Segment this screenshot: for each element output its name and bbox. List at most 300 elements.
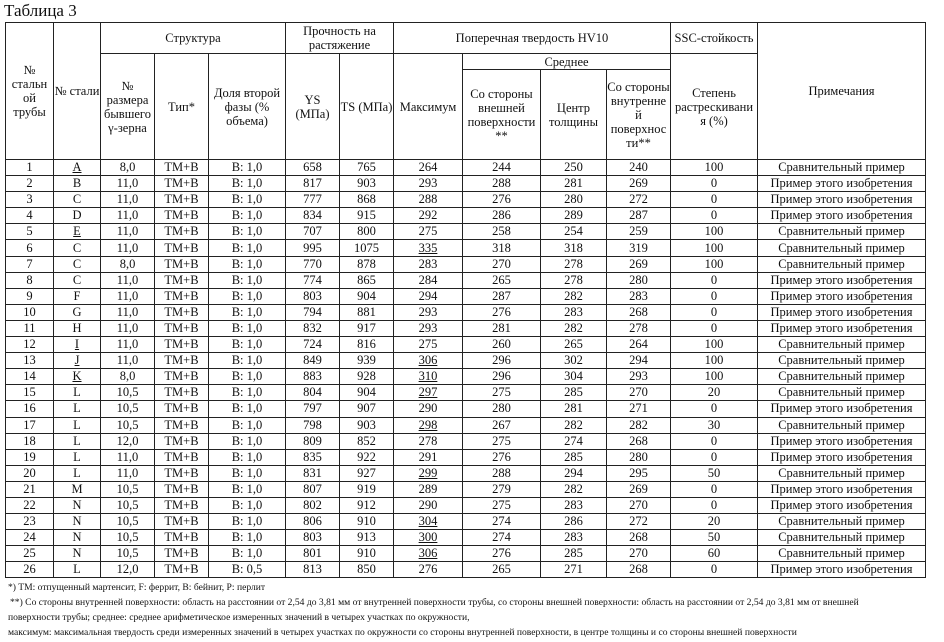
cell-grain-size: 10,5 <box>101 401 155 417</box>
cell-outer: 286 <box>463 208 541 224</box>
cell-pipe-no: 4 <box>6 208 54 224</box>
table-row <box>6 304 926 320</box>
cell-steel-no: L <box>54 449 101 465</box>
cell-ys: 883 <box>286 369 340 385</box>
cell-grain-size: 8,0 <box>101 160 155 176</box>
table-row <box>6 497 926 513</box>
cell-maximum: 283 <box>394 256 463 272</box>
cell-crack-ratio: 50 <box>671 465 758 481</box>
cell-crack-ratio: 0 <box>671 497 758 513</box>
table-row <box>6 562 926 578</box>
cell-ys: 770 <box>286 256 340 272</box>
cell-note: Пример этого изобретения <box>758 497 926 513</box>
cell-center: 294 <box>541 465 607 481</box>
cell-ts: 765 <box>340 160 394 176</box>
cell-ts: 927 <box>340 465 394 481</box>
cell-maximum: 306 <box>394 353 463 369</box>
cell-crack-ratio: 30 <box>671 417 758 433</box>
cell-pipe-no: 7 <box>6 256 54 272</box>
header-structure: Структура <box>101 23 286 54</box>
cell-outer: 281 <box>463 320 541 336</box>
cell-type: TM+B <box>155 530 209 546</box>
cell-grain-size: 10,5 <box>101 417 155 433</box>
table-title: Таблица 3 <box>4 1 77 20</box>
cell-center: 302 <box>541 353 607 369</box>
cell-inner: 294 <box>607 353 671 369</box>
cell-outer: 244 <box>463 160 541 176</box>
cell-steel-no: K <box>54 369 101 385</box>
cell-grain-size: 11,0 <box>101 320 155 336</box>
cell-pipe-no: 24 <box>6 530 54 546</box>
cell-type: TM+B <box>155 176 209 192</box>
cell-grain-size: 12,0 <box>101 562 155 578</box>
cell-ys: 849 <box>286 353 340 369</box>
cell-grain-size: 10,5 <box>101 530 155 546</box>
cell-crack-ratio: 0 <box>671 304 758 320</box>
cell-steel-no: N <box>54 514 101 530</box>
cell-outer: 274 <box>463 530 541 546</box>
cell-grain-size: 11,0 <box>101 176 155 192</box>
cell-grain-size: 11,0 <box>101 192 155 208</box>
cell-ys: 834 <box>286 208 340 224</box>
cell-pipe-no: 3 <box>6 192 54 208</box>
cell-second-phase: B: 1,0 <box>209 304 286 320</box>
cell-second-phase: B: 1,0 <box>209 369 286 385</box>
cell-second-phase: B: 1,0 <box>209 160 286 176</box>
cell-type: TM+B <box>155 337 209 353</box>
cell-note: Пример этого изобретения <box>758 562 926 578</box>
cell-maximum: 276 <box>394 562 463 578</box>
cell-pipe-no: 19 <box>6 449 54 465</box>
cell-pipe-no: 15 <box>6 385 54 401</box>
cell-maximum: 293 <box>394 320 463 336</box>
cell-maximum: 335 <box>394 240 463 256</box>
cell-inner: 269 <box>607 176 671 192</box>
cell-note: Сравнительный пример <box>758 546 926 562</box>
cell-ts: 910 <box>340 514 394 530</box>
header-ssc: SSC-стойкость <box>671 23 758 54</box>
cell-note: Сравнительный пример <box>758 256 926 272</box>
cell-ts: 903 <box>340 176 394 192</box>
cell-ts: 915 <box>340 208 394 224</box>
cell-pipe-no: 1 <box>6 160 54 176</box>
table-row <box>6 320 926 336</box>
cell-crack-ratio: 0 <box>671 481 758 497</box>
cell-ys: 724 <box>286 337 340 353</box>
table-row <box>6 208 926 224</box>
cell-pipe-no: 25 <box>6 546 54 562</box>
cell-note: Пример этого изобретения <box>758 304 926 320</box>
cell-center: 282 <box>541 417 607 433</box>
cell-second-phase: B: 1,0 <box>209 433 286 449</box>
cell-ys: 806 <box>286 514 340 530</box>
footnote-4: максимум: максимальная твердость среди измеренных значений в четырех участках по окружности со стороны внутренней поверхности, в центре толщины и со стороны внешней поверхности <box>8 627 797 638</box>
cell-steel-no: C <box>54 192 101 208</box>
cell-note: Пример этого изобретения <box>758 481 926 497</box>
cell-crack-ratio: 0 <box>671 401 758 417</box>
table-row <box>6 514 926 530</box>
cell-maximum: 292 <box>394 208 463 224</box>
cell-crack-ratio: 100 <box>671 160 758 176</box>
table-row <box>6 288 926 304</box>
cell-ys: 798 <box>286 417 340 433</box>
cell-grain-size: 10,5 <box>101 497 155 513</box>
cell-center: 304 <box>541 369 607 385</box>
cell-type: TM+B <box>155 562 209 578</box>
cell-type: TM+B <box>155 272 209 288</box>
table-row <box>6 353 926 369</box>
cell-type: TM+B <box>155 353 209 369</box>
cell-note: Сравнительный пример <box>758 160 926 176</box>
cell-center: 289 <box>541 208 607 224</box>
cell-crack-ratio: 100 <box>671 353 758 369</box>
cell-steel-no: C <box>54 272 101 288</box>
cell-ys: 707 <box>286 224 340 240</box>
cell-type: TM+B <box>155 320 209 336</box>
cell-pipe-no: 22 <box>6 497 54 513</box>
header-maximum: Максимум <box>394 54 463 160</box>
cell-ts: 816 <box>340 337 394 353</box>
cell-second-phase: B: 1,0 <box>209 497 286 513</box>
cell-steel-no: J <box>54 353 101 369</box>
cell-inner: 270 <box>607 497 671 513</box>
cell-ys: 794 <box>286 304 340 320</box>
cell-inner: 280 <box>607 449 671 465</box>
header-inner: Со стороны внутренне й поверхнос ти** <box>607 70 671 160</box>
cell-inner: 270 <box>607 385 671 401</box>
cell-note: Пример этого изобретения <box>758 449 926 465</box>
cell-ts: 1075 <box>340 240 394 256</box>
cell-center: 283 <box>541 497 607 513</box>
cell-ts: 919 <box>340 481 394 497</box>
cell-crack-ratio: 0 <box>671 433 758 449</box>
cell-pipe-no: 16 <box>6 401 54 417</box>
cell-steel-no: N <box>54 530 101 546</box>
cell-note: Сравнительный пример <box>758 224 926 240</box>
cell-type: TM+B <box>155 401 209 417</box>
cell-steel-no: B <box>54 176 101 192</box>
cell-ts: 903 <box>340 417 394 433</box>
cell-ts: 907 <box>340 401 394 417</box>
cell-ys: 803 <box>286 288 340 304</box>
table-row <box>6 224 926 240</box>
cell-steel-no: G <box>54 304 101 320</box>
cell-second-phase: B: 1,0 <box>209 320 286 336</box>
cell-type: TM+B <box>155 256 209 272</box>
cell-note: Пример этого изобретения <box>758 208 926 224</box>
cell-ts: 904 <box>340 385 394 401</box>
cell-crack-ratio: 0 <box>671 288 758 304</box>
cell-maximum: 278 <box>394 433 463 449</box>
cell-inner: 283 <box>607 288 671 304</box>
cell-second-phase: B: 1,0 <box>209 240 286 256</box>
cell-pipe-no: 26 <box>6 562 54 578</box>
cell-grain-size: 10,5 <box>101 546 155 562</box>
header-steel-no: № стали <box>54 23 101 160</box>
cell-outer: 276 <box>463 449 541 465</box>
cell-second-phase: B: 1,0 <box>209 192 286 208</box>
footnote-2: **) Со стороны внутренней поверхности: область на расстоянии от 2,54 до 3,81 мм от внутренней поверхности трубы, со стороны внешней поверхности: область на расстоянии от 2,54 до 3,81 мм от внешней <box>10 597 859 608</box>
cell-outer: 296 <box>463 369 541 385</box>
cell-ts: 913 <box>340 530 394 546</box>
cell-inner: 272 <box>607 192 671 208</box>
cell-ys: 777 <box>286 192 340 208</box>
cell-center: 281 <box>541 176 607 192</box>
cell-grain-size: 11,0 <box>101 465 155 481</box>
cell-center: 278 <box>541 256 607 272</box>
cell-ts: 878 <box>340 256 394 272</box>
cell-note: Сравнительный пример <box>758 417 926 433</box>
cell-type: TM+B <box>155 192 209 208</box>
cell-note: Сравнительный пример <box>758 369 926 385</box>
cell-maximum: 275 <box>394 337 463 353</box>
cell-outer: 276 <box>463 192 541 208</box>
cell-type: TM+B <box>155 433 209 449</box>
cell-ys: 809 <box>286 433 340 449</box>
cell-center: 283 <box>541 530 607 546</box>
cell-center: 271 <box>541 562 607 578</box>
cell-steel-no: L <box>54 401 101 417</box>
cell-crack-ratio: 0 <box>671 320 758 336</box>
table-row <box>6 433 926 449</box>
cell-note: Сравнительный пример <box>758 337 926 353</box>
cell-ts: 912 <box>340 497 394 513</box>
cell-steel-no: C <box>54 240 101 256</box>
cell-grain-size: 11,0 <box>101 449 155 465</box>
cell-second-phase: B: 0,5 <box>209 562 286 578</box>
cell-crack-ratio: 20 <box>671 385 758 401</box>
cell-steel-no: F <box>54 288 101 304</box>
cell-crack-ratio: 0 <box>671 192 758 208</box>
cell-steel-no: D <box>54 208 101 224</box>
cell-inner: 268 <box>607 304 671 320</box>
cell-pipe-no: 20 <box>6 465 54 481</box>
cell-maximum: 304 <box>394 514 463 530</box>
cell-center: 286 <box>541 514 607 530</box>
cell-second-phase: B: 1,0 <box>209 514 286 530</box>
cell-center: 283 <box>541 304 607 320</box>
cell-outer: 288 <box>463 176 541 192</box>
cell-inner: 268 <box>607 433 671 449</box>
cell-outer: 274 <box>463 514 541 530</box>
cell-crack-ratio: 100 <box>671 369 758 385</box>
cell-pipe-no: 9 <box>6 288 54 304</box>
cell-steel-no: N <box>54 497 101 513</box>
cell-pipe-no: 12 <box>6 337 54 353</box>
header-outer: Со стороны внешней поверхности ** <box>463 70 541 160</box>
cell-type: TM+B <box>155 546 209 562</box>
cell-grain-size: 11,0 <box>101 337 155 353</box>
cell-ts: 865 <box>340 272 394 288</box>
cell-pipe-no: 21 <box>6 481 54 497</box>
cell-second-phase: B: 1,0 <box>209 481 286 497</box>
cell-maximum: 275 <box>394 224 463 240</box>
cell-second-phase: B: 1,0 <box>209 546 286 562</box>
cell-second-phase: B: 1,0 <box>209 417 286 433</box>
cell-pipe-no: 8 <box>6 272 54 288</box>
cell-note: Сравнительный пример <box>758 385 926 401</box>
cell-ts: 868 <box>340 192 394 208</box>
cell-crack-ratio: 0 <box>671 176 758 192</box>
cell-crack-ratio: 0 <box>671 208 758 224</box>
cell-note: Пример этого изобретения <box>758 176 926 192</box>
cell-outer: 276 <box>463 304 541 320</box>
cell-ys: 831 <box>286 465 340 481</box>
cell-crack-ratio: 100 <box>671 224 758 240</box>
cell-inner: 293 <box>607 369 671 385</box>
cell-pipe-no: 2 <box>6 176 54 192</box>
cell-maximum: 290 <box>394 401 463 417</box>
cell-type: TM+B <box>155 481 209 497</box>
cell-second-phase: B: 1,0 <box>209 337 286 353</box>
header-center: Центр толщины <box>541 70 607 160</box>
cell-pipe-no: 18 <box>6 433 54 449</box>
cell-pipe-no: 10 <box>6 304 54 320</box>
cell-pipe-no: 14 <box>6 369 54 385</box>
cell-grain-size: 11,0 <box>101 240 155 256</box>
table-row <box>6 176 926 192</box>
cell-maximum: 288 <box>394 192 463 208</box>
cell-maximum: 264 <box>394 160 463 176</box>
cell-inner: 270 <box>607 546 671 562</box>
cell-maximum: 299 <box>394 465 463 481</box>
cell-pipe-no: 5 <box>6 224 54 240</box>
cell-maximum: 293 <box>394 176 463 192</box>
cell-inner: 287 <box>607 208 671 224</box>
cell-outer: 270 <box>463 256 541 272</box>
cell-type: TM+B <box>155 514 209 530</box>
cell-type: TM+B <box>155 304 209 320</box>
cell-outer: 318 <box>463 240 541 256</box>
footnote-1: *) TM: отпущенный мартенсит, F: феррит, B: бейнит, P: перлит <box>8 582 266 593</box>
table-row <box>6 530 926 546</box>
cell-inner: 264 <box>607 337 671 353</box>
cell-second-phase: B: 1,0 <box>209 353 286 369</box>
cell-ts: 917 <box>340 320 394 336</box>
cell-type: TM+B <box>155 208 209 224</box>
cell-grain-size: 11,0 <box>101 304 155 320</box>
cell-inner: 280 <box>607 272 671 288</box>
cell-center: 278 <box>541 272 607 288</box>
cell-center: 265 <box>541 337 607 353</box>
cell-grain-size: 8,0 <box>101 369 155 385</box>
cell-crack-ratio: 100 <box>671 240 758 256</box>
header-crack-ratio: Степень растрескивани я (%) <box>671 54 758 160</box>
cell-grain-size: 11,0 <box>101 272 155 288</box>
cell-grain-size: 11,0 <box>101 353 155 369</box>
table-row <box>6 256 926 272</box>
cell-ts: 939 <box>340 353 394 369</box>
table-row <box>6 385 926 401</box>
cell-second-phase: B: 1,0 <box>209 256 286 272</box>
cell-ys: 813 <box>286 562 340 578</box>
cell-grain-size: 8,0 <box>101 256 155 272</box>
header-grain-size: № размера бывшего γ-зерна <box>101 54 155 160</box>
cell-center: 281 <box>541 401 607 417</box>
cell-center: 282 <box>541 481 607 497</box>
cell-maximum: 291 <box>394 449 463 465</box>
cell-ys: 832 <box>286 320 340 336</box>
cell-outer: 276 <box>463 546 541 562</box>
cell-grain-size: 10,5 <box>101 385 155 401</box>
cell-grain-size: 12,0 <box>101 433 155 449</box>
cell-outer: 265 <box>463 272 541 288</box>
cell-second-phase: B: 1,0 <box>209 385 286 401</box>
cell-steel-no: H <box>54 320 101 336</box>
header-average: Среднее <box>463 54 671 70</box>
cell-center: 282 <box>541 320 607 336</box>
cell-grain-size: 11,0 <box>101 208 155 224</box>
header-notes: Примечания <box>758 23 926 160</box>
cell-crack-ratio: 100 <box>671 337 758 353</box>
cell-ts: 850 <box>340 562 394 578</box>
cell-note: Сравнительный пример <box>758 240 926 256</box>
cell-crack-ratio: 20 <box>671 514 758 530</box>
cell-ys: 807 <box>286 481 340 497</box>
cell-grain-size: 11,0 <box>101 224 155 240</box>
cell-inner: 259 <box>607 224 671 240</box>
cell-note: Сравнительный пример <box>758 353 926 369</box>
cell-crack-ratio: 0 <box>671 562 758 578</box>
cell-outer: 275 <box>463 497 541 513</box>
header-ys: YS (МПа) <box>286 54 340 160</box>
cell-ys: 817 <box>286 176 340 192</box>
cell-second-phase: B: 1,0 <box>209 272 286 288</box>
cell-center: 285 <box>541 449 607 465</box>
cell-outer: 258 <box>463 224 541 240</box>
cell-note: Пример этого изобретения <box>758 401 926 417</box>
cell-pipe-no: 17 <box>6 417 54 433</box>
cell-ts: 800 <box>340 224 394 240</box>
cell-ts: 910 <box>340 546 394 562</box>
cell-type: TM+B <box>155 417 209 433</box>
cell-crack-ratio: 50 <box>671 530 758 546</box>
cell-ys: 995 <box>286 240 340 256</box>
cell-second-phase: B: 1,0 <box>209 401 286 417</box>
cell-second-phase: B: 1,0 <box>209 530 286 546</box>
header-second-phase: Доля второй фазы (% объема) <box>209 54 286 160</box>
cell-inner: 272 <box>607 514 671 530</box>
table-row <box>6 240 926 256</box>
cell-second-phase: B: 1,0 <box>209 208 286 224</box>
table-row <box>6 465 926 481</box>
cell-ts: 922 <box>340 449 394 465</box>
cell-grain-size: 10,5 <box>101 481 155 497</box>
cell-inner: 268 <box>607 562 671 578</box>
cell-steel-no: M <box>54 481 101 497</box>
cell-maximum: 284 <box>394 272 463 288</box>
table-row <box>6 546 926 562</box>
cell-center: 285 <box>541 385 607 401</box>
cell-inner: 278 <box>607 320 671 336</box>
cell-note: Пример этого изобретения <box>758 288 926 304</box>
table-row <box>6 160 926 176</box>
cell-ys: 801 <box>286 546 340 562</box>
cell-type: TM+B <box>155 385 209 401</box>
cell-center: 280 <box>541 192 607 208</box>
cell-crack-ratio: 60 <box>671 546 758 562</box>
cell-maximum: 298 <box>394 417 463 433</box>
cell-ys: 797 <box>286 401 340 417</box>
cell-maximum: 294 <box>394 288 463 304</box>
table-row <box>6 417 926 433</box>
cell-type: TM+B <box>155 288 209 304</box>
cell-ts: 904 <box>340 288 394 304</box>
table-row <box>6 369 926 385</box>
cell-note: Пример этого изобретения <box>758 272 926 288</box>
table-row <box>6 337 926 353</box>
cell-pipe-no: 11 <box>6 320 54 336</box>
